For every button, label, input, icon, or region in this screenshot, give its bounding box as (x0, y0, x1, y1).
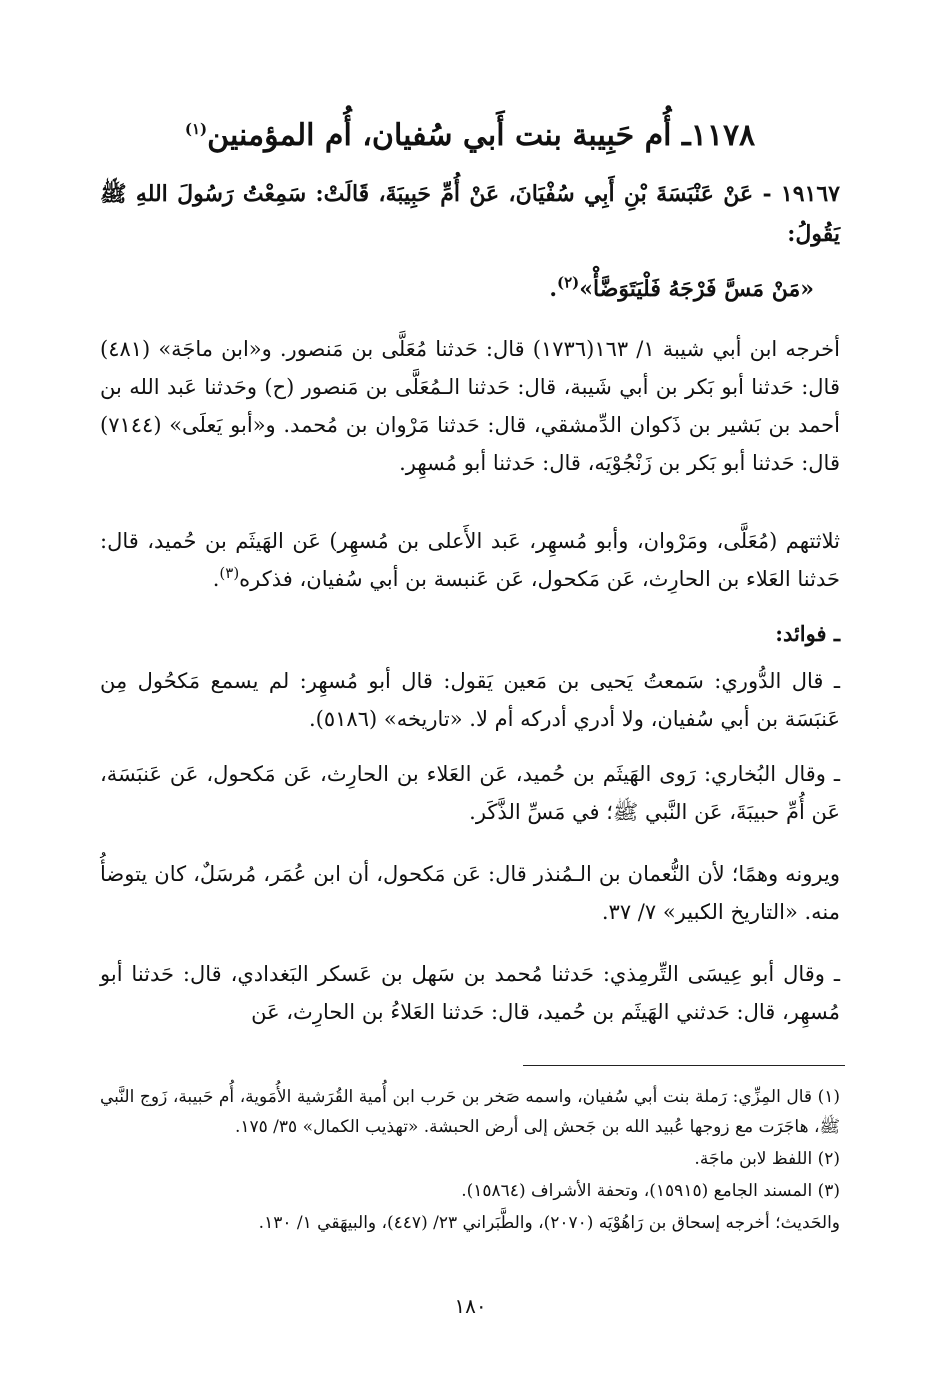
footnote-3: (٣) المسند الجامع (١٥٩١٥)، وتحفة الأشراف (١٥٨٦٤). (461, 1181, 840, 1201)
fawaid-paragraph-4: ـ وقال أبو عِيسَى التِّرمِذي: حَدثنا مُحمد بن سَهل بن عَسكر البَغدادي، قال: حَدثنا أبو مُسهِر، قال: حَدثني الهَيثَم بن حُميد، قال: حَدثنا العَلاءُ بن الحارِث، عَن (100, 962, 840, 1024)
footnote-1: (١) قال المِزِّي: رَملة بنت أبي سُفيان، واسمه صَخر بن حَرب ابن أُمية القُرَشية الأُمَوية، أُم حَبيبة، زَوج النَّبي ﷺ، هاجَرَت مع زوجها عُبيد الله بن جَحش إلى أرض الحبشة. «تهذيب الكمال» ٣٥/ ١٧٥. (100, 1087, 840, 1137)
fawaid-paragraph-1: ـ قال الدُّوري: سَمعتُ يَحيى بن مَعين يَقول: قال أبو مُسهِر: لم يسمع مَكحُول مِن عَنبَسَة بن أبي سُفيان، ولا أدري أدركه أم لا. «تاريخه» (٥١٨٦). (100, 669, 840, 731)
takhrij-paragraph-2: ثلاثتهم (مُعَلَّى، ومَرْوان، وأبو مُسهِر، عَبد الأَعلى بن مُسهِر) عَن الهَيثَم بن حُميد، قال: حَدثنا العَلاء بن الحارِث، عَن مَكحول، عَن عَنبسة بن أبي سُفيان، فذكره$^{(٣)}$. (100, 529, 840, 591)
chapter-heading (100, 116, 840, 156)
takhrij-footnote-ref: (٣) (219, 564, 240, 582)
footnote-2: (٢) اللفظ لابن ماجَة. (694, 1149, 840, 1169)
hadith-text: «مَنْ مَسَّ فَرْجَهُ فَلْيَتَوَضَّأْ»$^{(٢)}$. (549, 273, 814, 302)
fawaid-paragraph-3: ويرونه وهمًا؛ لأن النُّعمان بن الـمُنذر قال: عَن مَكحول، أن ابن عُمَر، مُرسَلٌ، كان يتوضأُ منه. «التاريخ الكبير» ٧/ ٣٧. (100, 862, 840, 924)
hadith-chain: ١٩١٦٧ - عَنْ عَنْبَسَةَ بْنِ أَبِي سُفْيَانَ، عَنْ أُمِّ حَبِيبَةَ، قَالَتْ: سَمِعْتُ رَسُولَ اللهِ ﷺ يَقُولُ: (100, 181, 840, 247)
chapter-heading-text: ١١٧٨ـ أُم حَبِيبة بنت أَبي سُفيان، أُم المؤمنين (207, 118, 756, 154)
page-number: ١٨٠ (454, 1294, 487, 1318)
footnote-3-continuation: والحَديث؛ أخرجه إسحاق بن رَاهُوْيَه (٢٠٧٠)، والطَّبَراني ٢٣/ (٤٤٧)، والبيهَقي ١/ ١٣٠. (258, 1213, 840, 1233)
footnote-divider (523, 1065, 845, 1066)
takhrij-paragraph-2-text: ثلاثتهم (مُعَلَّى، ومَرْوان، وأبو مُسهِر، عَبد الأَعلى بن مُسهِر) عَن الهَيثَم بن حُميد، قال: حَدثنا العَلاء بن الحارِث، عَن مَكحول، عَن عَنبسة بن أبي سُفيان، فذكره (100, 529, 840, 591)
hadith-quote: «مَنْ مَسَّ فَرْجَهُ فَلْيَتَوَضَّأْ» (579, 276, 814, 302)
takhrij-paragraph-1: أخرجه ابن أبي شيبة ١/ ١٦٣(١٧٣٦) قال: حَدثنا مُعَلَّى بن مَنصور. و«ابن ماجَة» (٤٨١) قال: حَدثنا أبو بَكر بن أبي شَيبة، قال: حَدثنا الـمُعَلَّى بن مَنصور (ح) وحَدثنا عَبد الله بن أحمد بن بَشير بن ذَكوان الدِّمشقي، قال: حَدثنا مَرْوان بن مُحمد. و«أبو يَعلَى» (٧١٤٤) قال: حَدثنا أبو بَكر بن زَنْجُوْيَه، قال: حَدثنا أبو مُسهِر. (100, 337, 840, 475)
fawaid-title: ـ فوائد: (775, 621, 840, 646)
footnotes (100, 1082, 840, 1240)
fawaid-paragraph-2: ـ وقال البُخاري: رَوى الهَيثَم بن حُميد، عَن العَلاء بن الحارِث، عَن مَكحول، عَن عَنبَسَة، عَن أُمِّ حبيبَةَ، عَن النَّبي ﷺ؛ في مَسِّ الذَّكَر. (100, 762, 840, 824)
heading-footnote-ref: (١) (184, 120, 208, 139)
hadith-footnote-ref: (٢) (557, 273, 580, 292)
